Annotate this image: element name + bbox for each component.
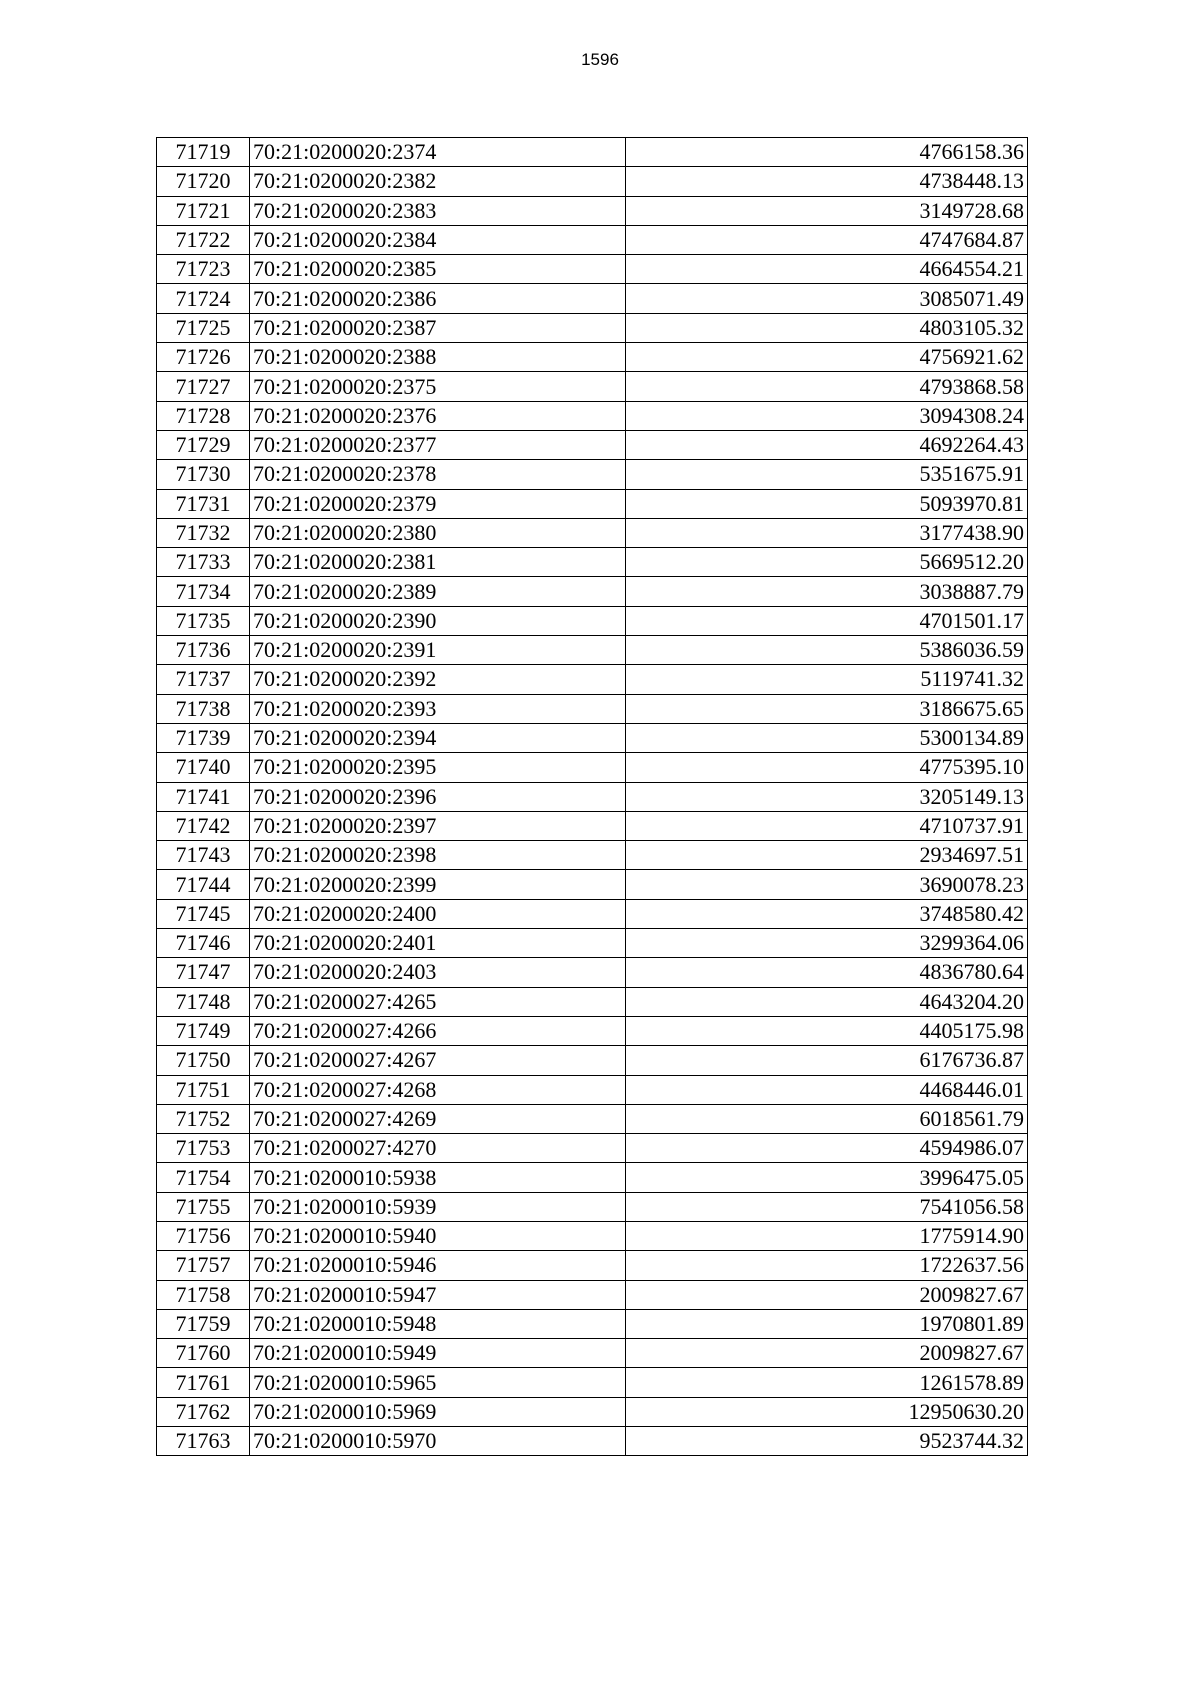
row-number-cell: 71720 [157,167,250,196]
row-number-cell: 71721 [157,196,250,225]
table-row [157,1134,1028,1163]
cadastral-value-cell: 4710737.91 [626,811,1028,840]
table-row [157,987,1028,1016]
cadastral-value-cell: 1970801.89 [626,1309,1028,1338]
cadastral-number-cell: 70:21:0200010:5970 [250,1427,626,1456]
cadastral-value-cell: 4468446.01 [626,1075,1028,1104]
table-row [157,225,1028,254]
cadastral-number-cell: 70:21:0200020:2397 [250,811,626,840]
row-number-cell: 71749 [157,1016,250,1045]
row-number-cell: 71735 [157,606,250,635]
cadastral-number-cell: 70:21:0200027:4267 [250,1046,626,1075]
table-row [157,460,1028,489]
row-number-cell: 71729 [157,430,250,459]
cadastral-number-cell: 70:21:0200020:2375 [250,372,626,401]
cadastral-value-cell: 4692264.43 [626,430,1028,459]
cadastral-value-cell: 3094308.24 [626,401,1028,430]
cadastral-number-cell: 70:21:0200020:2398 [250,841,626,870]
cadastral-value-cell: 3186675.65 [626,694,1028,723]
row-number-cell: 71732 [157,518,250,547]
cadastral-value-cell: 5300134.89 [626,723,1028,752]
cadastral-value-cell: 4738448.13 [626,167,1028,196]
cadastral-number-cell: 70:21:0200020:2386 [250,284,626,313]
cadastral-number-cell: 70:21:0200020:2383 [250,196,626,225]
row-number-cell: 71740 [157,753,250,782]
cadastral-value-cell: 2934697.51 [626,841,1028,870]
cadastral-value-cell: 5093970.81 [626,489,1028,518]
cadastral-number-cell: 70:21:0200020:2393 [250,694,626,723]
table-row [157,1397,1028,1426]
table-row [157,1163,1028,1192]
cadastral-value-cell: 4643204.20 [626,987,1028,1016]
table-row [157,430,1028,459]
table-row [157,138,1028,167]
table-row [157,636,1028,665]
table-row [157,1280,1028,1309]
cadastral-number-cell: 70:21:0200010:5948 [250,1309,626,1338]
cadastral-number-cell: 70:21:0200010:5938 [250,1163,626,1192]
table-row [157,870,1028,899]
table-row [157,1075,1028,1104]
cadastral-value-cell: 4793868.58 [626,372,1028,401]
row-number-cell: 71742 [157,811,250,840]
cadastral-number-cell: 70:21:0200020:2390 [250,606,626,635]
cadastral-number-cell: 70:21:0200020:2382 [250,167,626,196]
table-row [157,196,1028,225]
cadastral-number-cell: 70:21:0200020:2374 [250,138,626,167]
row-number-cell: 71745 [157,899,250,928]
row-number-cell: 71763 [157,1427,250,1456]
row-number-cell: 71752 [157,1104,250,1133]
row-number-cell: 71722 [157,225,250,254]
table-row [157,1016,1028,1045]
cadastral-number-cell: 70:21:0200020:2387 [250,313,626,342]
cadastral-number-cell: 70:21:0200010:5949 [250,1339,626,1368]
cadastral-value-cell: 4747684.87 [626,225,1028,254]
row-number-cell: 71743 [157,841,250,870]
table-row [157,343,1028,372]
table-row [157,1046,1028,1075]
table-row [157,548,1028,577]
row-number-cell: 71755 [157,1192,250,1221]
cadastral-value-cell: 3748580.42 [626,899,1028,928]
table-row [157,167,1028,196]
cadastral-number-cell: 70:21:0200020:2376 [250,401,626,430]
row-number-cell: 71728 [157,401,250,430]
cadastral-number-cell: 70:21:0200020:2377 [250,430,626,459]
row-number-cell: 71730 [157,460,250,489]
row-number-cell: 71733 [157,548,250,577]
table-row [157,782,1028,811]
row-number-cell: 71741 [157,782,250,811]
table-row [157,929,1028,958]
cadastral-value-cell: 2009827.67 [626,1339,1028,1368]
cadastral-value-cell: 6018561.79 [626,1104,1028,1133]
table-row [157,518,1028,547]
table-row [157,1104,1028,1133]
row-number-cell: 71725 [157,313,250,342]
cadastral-number-cell: 70:21:0200010:5965 [250,1368,626,1397]
table-row [157,1221,1028,1250]
cadastral-value-cell: 2009827.67 [626,1280,1028,1309]
cadastral-number-cell: 70:21:0200020:2388 [250,343,626,372]
row-number-cell: 71747 [157,958,250,987]
cadastral-value-cell: 9523744.32 [626,1427,1028,1456]
cadastral-value-cell: 3205149.13 [626,782,1028,811]
row-number-cell: 71761 [157,1368,250,1397]
table-row [157,372,1028,401]
cadastral-number-cell: 70:21:0200020:2389 [250,577,626,606]
cadastral-number-cell: 70:21:0200010:5947 [250,1280,626,1309]
cadastral-value-cell: 4405175.98 [626,1016,1028,1045]
cadastral-value-cell: 5351675.91 [626,460,1028,489]
row-number-cell: 71727 [157,372,250,401]
cadastral-value-cell: 4836780.64 [626,958,1028,987]
cadastral-value-cell: 3996475.05 [626,1163,1028,1192]
row-number-cell: 71750 [157,1046,250,1075]
cadastral-value-cell: 3149728.68 [626,196,1028,225]
table-row [157,489,1028,518]
row-number-cell: 71756 [157,1221,250,1250]
cadastral-value-cell: 4701501.17 [626,606,1028,635]
cadastral-number-cell: 70:21:0200020:2403 [250,958,626,987]
cadastral-value-cell: 3299364.06 [626,929,1028,958]
cadastral-value-cell: 5119741.32 [626,665,1028,694]
cadastral-value-cell: 12950630.20 [626,1397,1028,1426]
table-row [157,694,1028,723]
cadastral-value-cell: 3690078.23 [626,870,1028,899]
row-number-cell: 71726 [157,343,250,372]
cadastral-number-cell: 70:21:0200020:2400 [250,899,626,928]
table-row [157,577,1028,606]
page-number: 1596 [581,50,619,69]
row-number-cell: 71738 [157,694,250,723]
cadastral-value-cell: 4775395.10 [626,753,1028,782]
row-number-cell: 71758 [157,1280,250,1309]
cadastral-value-cell: 4664554.21 [626,255,1028,284]
cadastral-value-cell: 3038887.79 [626,577,1028,606]
cadastral-value-cell: 6176736.87 [626,1046,1028,1075]
cadastral-number-cell: 70:21:0200010:5939 [250,1192,626,1221]
row-number-cell: 71759 [157,1309,250,1338]
table-row [157,1192,1028,1221]
table-row [157,255,1028,284]
table-body [157,138,1028,1456]
row-number-cell: 71757 [157,1251,250,1280]
cadastral-value-cell: 4594986.07 [626,1134,1028,1163]
cadastral-value-cell: 5669512.20 [626,548,1028,577]
cadastral-value-cell: 1722637.56 [626,1251,1028,1280]
table-row [157,1368,1028,1397]
cadastral-number-cell: 70:21:0200020:2384 [250,225,626,254]
cadastral-value-cell: 4756921.62 [626,343,1028,372]
cadastral-number-cell: 70:21:0200020:2394 [250,723,626,752]
table-row [157,1309,1028,1338]
row-number-cell: 71751 [157,1075,250,1104]
cadastral-number-cell: 70:21:0200020:2381 [250,548,626,577]
row-number-cell: 71724 [157,284,250,313]
table-row [157,665,1028,694]
cadastral-number-cell: 70:21:0200020:2396 [250,782,626,811]
cadastral-number-cell: 70:21:0200010:5969 [250,1397,626,1426]
cadastral-value-cell: 5386036.59 [626,636,1028,665]
cadastral-number-cell: 70:21:0200020:2391 [250,636,626,665]
table-row [157,1251,1028,1280]
cadastral-number-cell: 70:21:0200020:2385 [250,255,626,284]
row-number-cell: 71760 [157,1339,250,1368]
cadastral-number-cell: 70:21:0200027:4270 [250,1134,626,1163]
row-number-cell: 71744 [157,870,250,899]
cadastral-value-cell: 7541056.58 [626,1192,1028,1221]
cadastral-number-cell: 70:21:0200027:4265 [250,987,626,1016]
cadastral-number-cell: 70:21:0200020:2401 [250,929,626,958]
cadastral-number-cell: 70:21:0200027:4266 [250,1016,626,1045]
row-number-cell: 71748 [157,987,250,1016]
table-row [157,1339,1028,1368]
cadastral-number-cell: 70:21:0200020:2392 [250,665,626,694]
table-row [157,723,1028,752]
table-row [157,899,1028,928]
cadastral-number-cell: 70:21:0200020:2399 [250,870,626,899]
cadastral-value-cell: 4803105.32 [626,313,1028,342]
table-row [157,284,1028,313]
table-row [157,401,1028,430]
cadastral-value-cell: 3085071.49 [626,284,1028,313]
cadastral-value-cell: 3177438.90 [626,518,1028,547]
table-row [157,958,1028,987]
cadastral-number-cell: 70:21:0200020:2379 [250,489,626,518]
row-number-cell: 71762 [157,1397,250,1426]
cadastral-number-cell: 70:21:0200020:2395 [250,753,626,782]
table-row [157,811,1028,840]
cadastral-number-cell: 70:21:0200020:2378 [250,460,626,489]
cadastral-number-cell: 70:21:0200010:5946 [250,1251,626,1280]
cadastral-number-cell: 70:21:0200010:5940 [250,1221,626,1250]
cadastral-value-cell: 1775914.90 [626,1221,1028,1250]
cadastral-number-cell: 70:21:0200020:2380 [250,518,626,547]
row-number-cell: 71736 [157,636,250,665]
row-number-cell: 71753 [157,1134,250,1163]
table-row [157,841,1028,870]
row-number-cell: 71719 [157,138,250,167]
row-number-cell: 71746 [157,929,250,958]
cadastral-value-table [156,137,1028,1456]
cadastral-number-cell: 70:21:0200027:4269 [250,1104,626,1133]
table-row [157,753,1028,782]
row-number-cell: 71731 [157,489,250,518]
row-number-cell: 71737 [157,665,250,694]
row-number-cell: 71754 [157,1163,250,1192]
cadastral-number-cell: 70:21:0200027:4268 [250,1075,626,1104]
cadastral-value-cell: 1261578.89 [626,1368,1028,1397]
row-number-cell: 71734 [157,577,250,606]
table-row [157,1427,1028,1456]
cadastral-value-cell: 4766158.36 [626,138,1028,167]
table-row [157,313,1028,342]
row-number-cell: 71739 [157,723,250,752]
table-row [157,606,1028,635]
row-number-cell: 71723 [157,255,250,284]
